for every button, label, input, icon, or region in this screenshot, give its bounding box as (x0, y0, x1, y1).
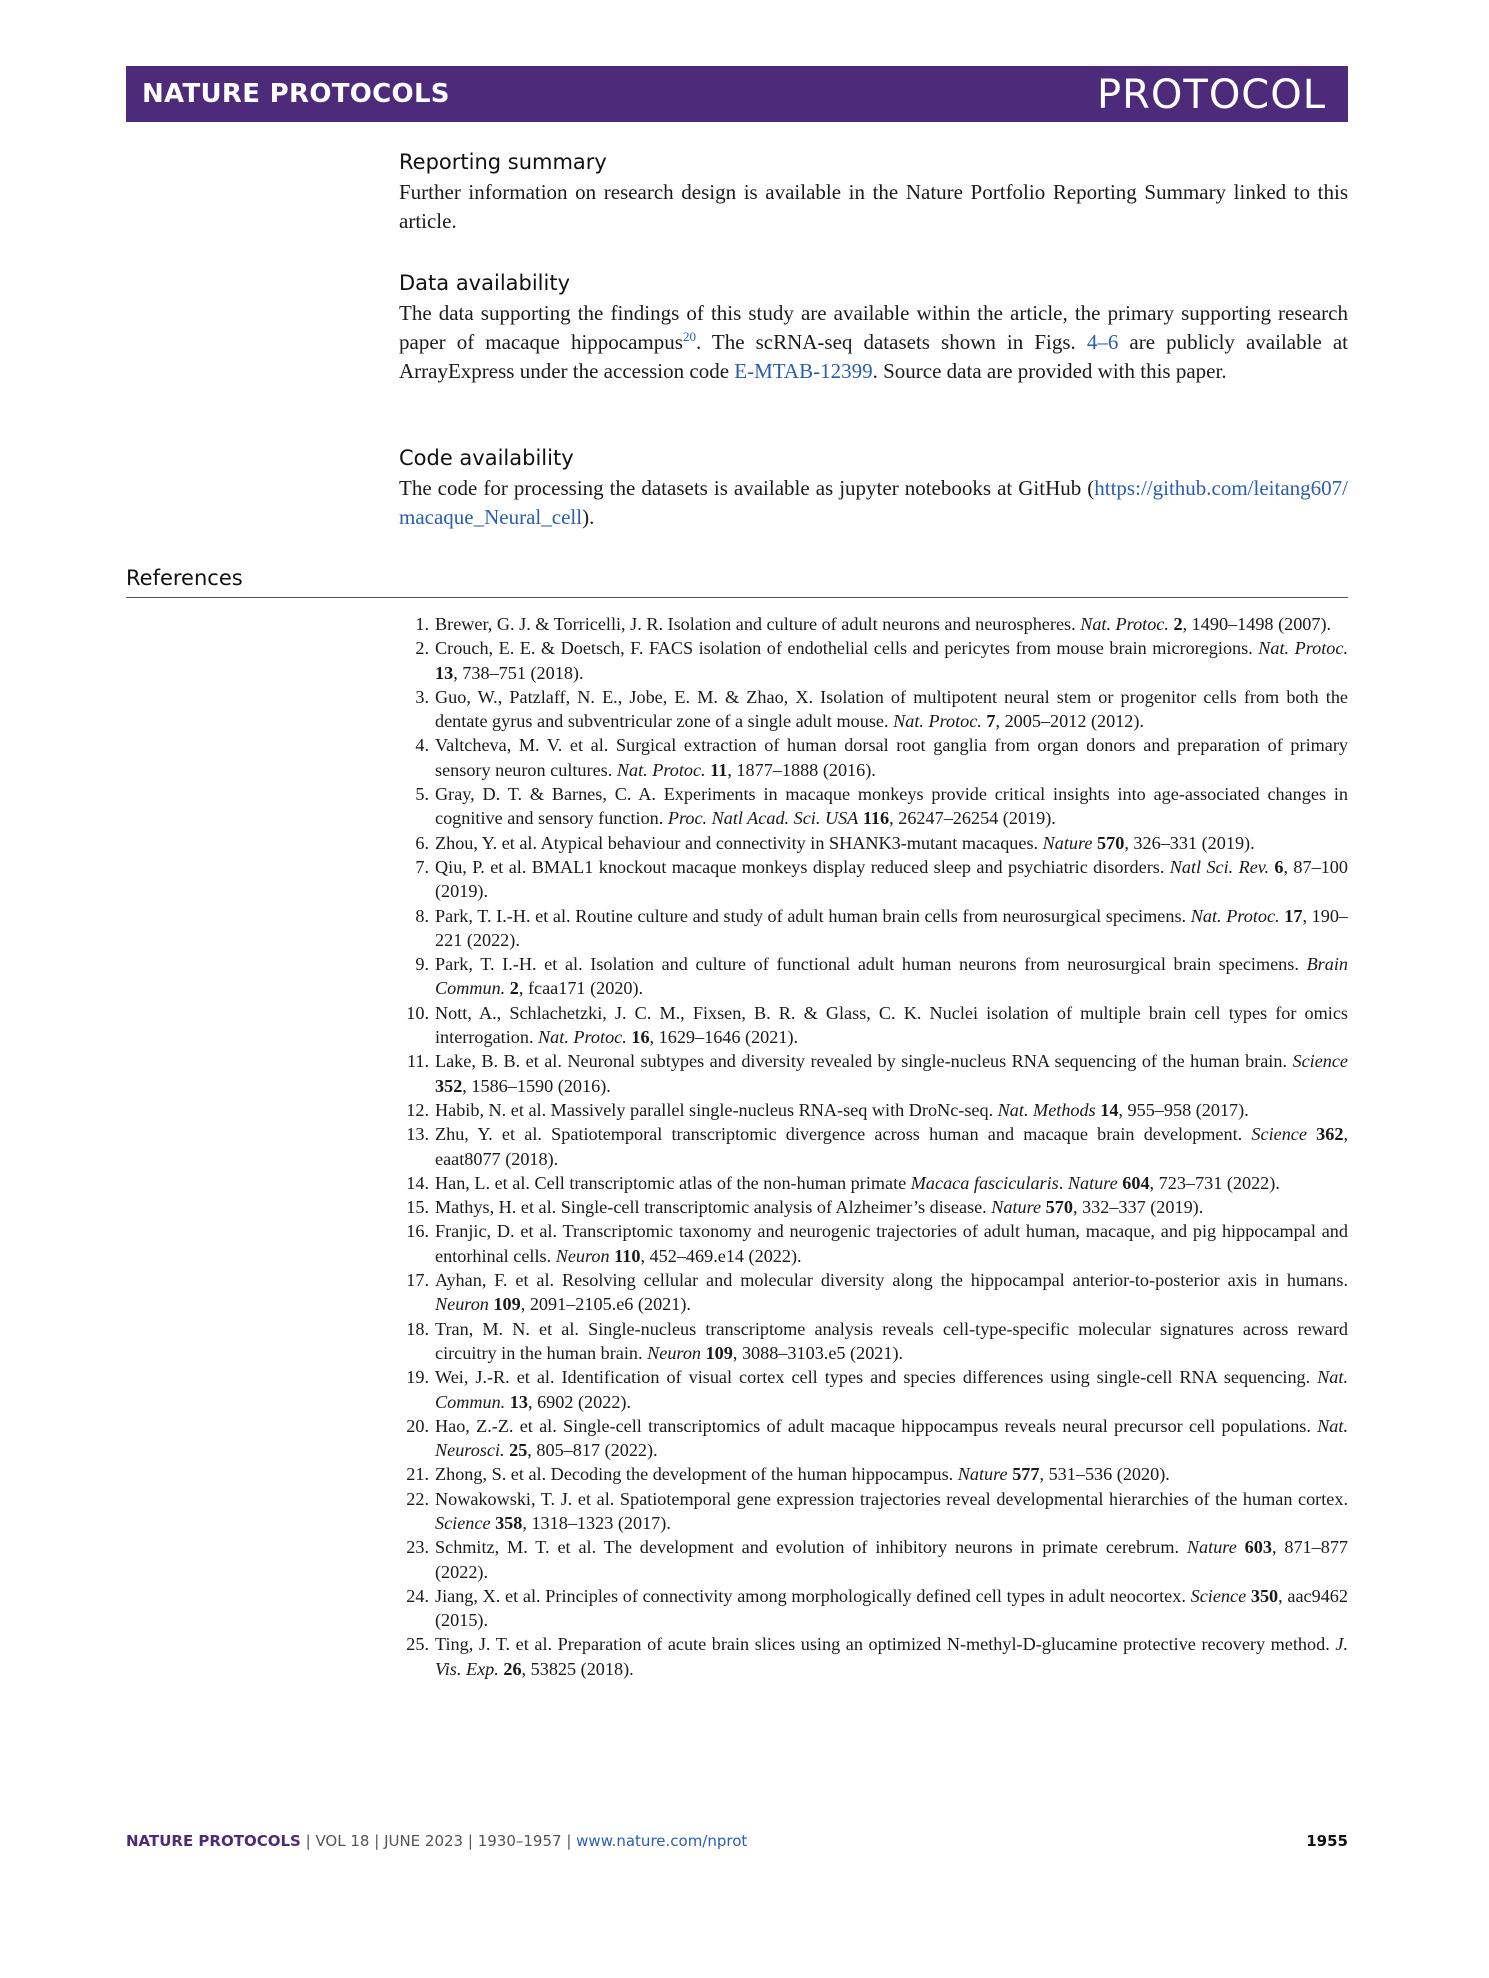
pages-year: , 452–469.e14 (2022). (640, 1245, 802, 1266)
reference-number: 18. (406, 1318, 429, 1339)
reference-item (399, 1535, 1348, 1584)
journal-name: Nat. Protoc. (893, 711, 982, 732)
pages-year: , 2091–2105.e6 (2021). (520, 1294, 691, 1315)
volume-number: 358 (495, 1512, 523, 1533)
pages-year: , 332–337 (2019). (1072, 1197, 1204, 1218)
pages-year: , 1318–1323 (2017). (522, 1512, 671, 1533)
journal-name: Nat. Protoc. (616, 759, 706, 780)
reference-text: Nowakowski, T. J. et al. Spatiotemporal gene expression trajectories reveal developmental hierarchies of the human cortex. (435, 1488, 1348, 1509)
code-availability-text: The code for processing the datasets is available as jupyter notebooks at GitHub (https://github.com/leitang607/macaque_Neural_cell). (399, 476, 1348, 529)
reference-item (399, 1219, 1348, 1268)
reference-number: 4. (415, 735, 429, 756)
pages-year: , fcaa171 (2020). (518, 978, 644, 999)
reference-item (399, 1487, 1348, 1536)
footer-pages: 1930–1957 (477, 1832, 562, 1850)
reference-item (399, 782, 1348, 831)
reference-number: 20. (406, 1415, 429, 1436)
volume-number: 2 (509, 978, 519, 999)
figure-link-start[interactable]: 4 (1086, 330, 1098, 354)
reference-text: Tran, M. N. et al. Single-nucleus transcriptome analysis reveals cell-type-specific molecular signatures across reward circuitry in the human brain. (435, 1318, 1348, 1363)
reference-text: Zhou, Y. et al. Atypical behaviour and connectivity in SHANK3-mutant macaques. (435, 832, 1043, 853)
pages-year: , 53825 (2018). (521, 1658, 634, 1679)
reference-item (399, 952, 1348, 1001)
journal-name: Nat. Protoc. (1258, 638, 1348, 659)
reference-item (399, 1001, 1348, 1050)
pages-year: , 26247–26254 (2019). (889, 808, 1056, 829)
reference-number: 14. (406, 1172, 429, 1193)
reference-item (399, 1632, 1348, 1681)
reference-number: 17. (406, 1270, 429, 1291)
pages-year: , 1586–1590 (2016). (462, 1075, 611, 1096)
pages-year: , 871–877 (2022). (435, 1537, 1349, 1582)
reference-number: 21. (406, 1464, 429, 1485)
reference-number: 23. (406, 1537, 429, 1558)
reference-text: Mathys, H. et al. Single-cell transcriptomic analysis of Alzheimer’s disease. (435, 1197, 992, 1218)
reference-text: Gray, D. T. & Barnes, C. A. Experiments in macaque monkeys provide critical insights into age-associated changes in cognitive and sensory function. (435, 784, 1348, 829)
reference-number: 19. (406, 1367, 429, 1388)
pages-year: , 1877–1888 (2016). (727, 759, 876, 780)
reference-list (399, 612, 1348, 1681)
reference-number: 1. (415, 614, 429, 634)
reference-item (399, 1049, 1348, 1098)
reporting-summary-text: Further information on research design is available in the Nature Portfolio Reporting Summary linked to this article. (399, 180, 1348, 233)
data-availability-section (399, 271, 1348, 386)
reference-text: Hao, Z.-Z. et al. Single-cell transcriptomics of adult macaque hippocampus reveals neural precursor cell populations. (435, 1415, 1318, 1436)
reference-number: 3. (415, 686, 429, 707)
pages-year: , eaat8077 (2018). (435, 1124, 1348, 1169)
reference-number: 16. (406, 1221, 429, 1242)
reference-number: 25. (406, 1634, 429, 1655)
reference-text: Jiang, X. et al. Principles of connectivity among morphologically defined cell types in adult neocortex. (435, 1585, 1191, 1606)
reference-number: 11. (406, 1051, 429, 1072)
pages-year: , 326–331 (2019). (1124, 832, 1255, 853)
journal-name: Brain Commun. (435, 954, 1348, 999)
reference-item (399, 685, 1348, 734)
journal-name: Neuron (435, 1294, 489, 1315)
github-link[interactable]: https://github.com/leitang607/macaque_Neural_cell (399, 476, 1348, 529)
volume-number: 110 (614, 1245, 641, 1266)
reference-text: Qiu, P. et al. BMAL1 knockout macaque monkeys display reduced sleep and psychiatric disorders. (435, 856, 1170, 877)
reference-item (399, 1122, 1348, 1171)
volume-number: 109 (493, 1294, 521, 1315)
reference-item: 14. Han, L. et al. Cell transcriptomic atlas of the non-human primate Macaca fascicularis. Nature 604, 723–731 (2022). (399, 1171, 1348, 1195)
volume-number: 350 (1250, 1585, 1279, 1606)
volume-number: 7 (986, 711, 996, 732)
reference-item (399, 1195, 1348, 1219)
volume-number: 116 (862, 808, 890, 829)
volume-number: 352 (435, 1075, 463, 1096)
volume-number: 13 (435, 662, 454, 683)
volume-number: 11 (710, 759, 728, 780)
species-name: Macaca fascicularis (910, 1172, 1059, 1193)
reference-text: Franjic, D. et al. Transcriptomic taxonomy and neurogenic trajectories of adult human, macaque, and pig hippocampal and entorhinal cells. (435, 1221, 1348, 1266)
volume-number: 6 (1274, 856, 1284, 877)
pages-year: , 1490–1498 (2007). (1182, 614, 1332, 634)
reference-text: Nott, A., Schlachetzki, J. C. M., Fixsen, B. R. & Glass, C. K. Nuclei isolation of multiple brain cell types for omics interrogation. (435, 1002, 1348, 1048)
pages-year: , 738–751 (2018). (453, 662, 584, 683)
journal-name: Nature (1186, 1537, 1237, 1558)
journal-name: Proc. Natl Acad. Sci. USA (667, 808, 859, 829)
accession-link[interactable]: E-MTAB-12399 (734, 359, 873, 383)
reference-item (399, 1462, 1348, 1486)
reference-text: Valtcheva, M. V. et al. Surgical extraction of human dorsal root ganglia from organ donors and preparation of primary sensory neuron cultures. (435, 735, 1348, 780)
pages-year: , 190–221 (2022). (435, 905, 1349, 950)
reference-number: 8. (415, 905, 429, 926)
references-heading: References (126, 566, 243, 590)
volume-number: 26 (503, 1658, 522, 1679)
reference-text: Brewer, G. J. & Torricelli, J. R. Isolation and culture of adult neurons and neurospheres. (435, 614, 1081, 634)
data-availability-heading: Data availability (399, 271, 571, 295)
pages-year: , 805–817 (2022). (527, 1440, 658, 1461)
journal-banner (126, 66, 1348, 122)
volume-number: 570 (1045, 1197, 1073, 1218)
reference-text: Schmitz, M. T. et al. The development and evolution of inhibitory neurons in primate cerebrum. (435, 1537, 1187, 1558)
reference-item (399, 1098, 1348, 1122)
reference-text: Lake, B. B. et al. Neuronal subtypes and diversity revealed by single-nucleus RNA sequencing of the human brain. (435, 1051, 1293, 1072)
journal-name: Science (1251, 1124, 1307, 1145)
reference-text: Crouch, E. E. & Doetsch, F. FACS isolation of endothelial cells and pericytes from mouse brain microregions. (435, 638, 1259, 659)
journal-name: Nature (1067, 1172, 1118, 1193)
journal-name: J. Vis. Exp. (435, 1634, 1348, 1679)
volume-number: 570 (1097, 832, 1125, 853)
journal-name: Nat. Protoc. (538, 1027, 627, 1048)
reference-number: 2. (415, 638, 429, 659)
journal-name: Nat. Methods (997, 1099, 1096, 1120)
journal-name: Neuron (555, 1245, 610, 1266)
reference-text: Ayhan, F. et al. Resolving cellular and molecular diversity along the hippocampal anterior-to-posterior axis in humans. (435, 1270, 1348, 1291)
reference-text: Guo, W., Patzlaff, N. E., Jobe, E. M. & Zhao, X. Isolation of multipotent neural stem or progenitor cells from both the dentate gyrus and subventricular zone of a single adult mouse. (435, 686, 1348, 732)
reference-item (399, 831, 1348, 855)
reference-number: 10. (406, 1002, 429, 1023)
reference-item (399, 612, 1348, 636)
reference-text: Ting, J. T. et al. Preparation of acute brain slices using an optimized N-methyl-D-glucamine protective recovery method. (435, 1634, 1336, 1655)
volume-number: 16 (631, 1027, 650, 1048)
volume-number: 17 (1284, 905, 1303, 926)
journal-name: Science (1190, 1585, 1247, 1606)
reference-text: Wei, J.-R. et al. Identification of visual cortex cell types and species differences using single-cell RNA sequencing. (435, 1367, 1318, 1388)
pages-year: , 955–958 (2017). (1118, 1099, 1249, 1120)
reference-text: Zhu, Y. et al. Spatiotemporal transcriptomic divergence across human and macaque brain development. (435, 1124, 1252, 1145)
reference-number: 24. (406, 1585, 429, 1606)
footer-journal: NATURE PROTOCOLS (126, 1832, 301, 1850)
reporting-summary-section (399, 150, 1348, 236)
journal-name: Nat. Neurosci. (435, 1415, 1348, 1461)
volume-number: 2 (1173, 614, 1183, 634)
volume-number: 109 (705, 1342, 733, 1363)
reference-item (399, 855, 1348, 904)
journal-name: NATURE PROTOCOLS (142, 79, 450, 109)
footer-volume: VOL 18 (315, 1832, 370, 1850)
reference-text: Park, T. I.-H. et al. Routine culture and study of adult human brain cells from neurosurgical specimens. (435, 905, 1191, 926)
page-footer: NATURE PROTOCOLS | VOL 18 | JUNE 2023 | 1930–1957 | www.nature.com/nprot 1955 (126, 1832, 1348, 1850)
reference-number: 6. (415, 832, 429, 853)
figure-link-end[interactable]: 6 (1107, 330, 1119, 354)
pages-year: , 531–536 (2020). (1039, 1464, 1170, 1485)
reference-item (399, 1268, 1348, 1317)
code-availability-heading: Code availability (399, 446, 574, 470)
page-number: 1955 (1306, 1832, 1348, 1850)
reference-number: 9. (415, 954, 429, 975)
pages-year: , 6902 (2022). (527, 1391, 632, 1412)
reference-number: 12. (406, 1099, 429, 1120)
reference-text: Zhong, S. et al. Decoding the development of the human hippocampus. (435, 1464, 958, 1485)
pages-year: , 3088–3103.e5 (2021). (732, 1342, 904, 1363)
reference-item (399, 1365, 1348, 1414)
volume-number: 604 (1122, 1172, 1150, 1193)
pages-year: , 723–731 (2022). (1149, 1172, 1280, 1193)
volume-number: 362 (1316, 1124, 1344, 1145)
journal-name: Nature (1042, 832, 1093, 853)
journal-name: Nat. Protoc. (1080, 614, 1169, 634)
reference-item (399, 1584, 1348, 1633)
citation-link[interactable]: 20 (682, 329, 696, 344)
journal-name: Nature (957, 1464, 1008, 1485)
reference-number: 5. (415, 784, 429, 805)
journal-name: Science (435, 1512, 491, 1533)
reference-text: Park, T. I.-H. et al. Isolation and culture of functional adult human neurons from neurosurgical brain specimens. (435, 954, 1307, 975)
journal-name: Nature (991, 1197, 1042, 1218)
reference-item (399, 733, 1348, 782)
footer-website-link[interactable]: www.nature.com/nprot (576, 1832, 748, 1850)
journal-name: Neuron (647, 1342, 702, 1363)
volume-number: 603 (1244, 1537, 1272, 1558)
volume-number: 25 (509, 1440, 528, 1461)
reporting-summary-heading: Reporting summary (399, 150, 607, 174)
volume-number: 14 (1100, 1099, 1119, 1120)
reference-text: Han, L. et al. Cell transcriptomic atlas of the non-human primate (435, 1172, 911, 1193)
reference-text: Habib, N. et al. Massively parallel single-nucleus RNA-seq with DroNc-seq. (435, 1099, 998, 1120)
pages-year: , 87–100 (2019). (435, 856, 1348, 902)
reference-number: 13. (406, 1124, 429, 1145)
reference-item (399, 1317, 1348, 1366)
reference-item (399, 1414, 1348, 1463)
reference-number: 7. (415, 856, 429, 877)
data-availability-text: The data supporting the findings of this study are available within the article, the primary supporting research paper of macaque hippocampus$^{20}$. The scRNA-seq datasets shown in Figs. 4–6 are publicly available at ArrayExpress under the accession code E-MTAB-12399. Source data are provided with this paper. (399, 301, 1348, 383)
volume-number: 577 (1012, 1464, 1040, 1485)
pages-year: , 1629–1646 (2021). (649, 1027, 799, 1048)
footer-date: JUNE 2023 (384, 1832, 464, 1850)
code-availability-section (399, 446, 1348, 532)
reference-item (399, 636, 1348, 685)
journal-name: Science (1292, 1051, 1348, 1072)
volume-number: 13 (509, 1391, 528, 1412)
article-type: PROTOCOL (1096, 72, 1326, 118)
pages-year: , aac9462 (2015). (435, 1585, 1348, 1631)
references-divider (126, 597, 1348, 598)
journal-name: Nat. Protoc. (1190, 905, 1280, 926)
journal-name: Natl Sci. Rev. (1169, 856, 1270, 877)
journal-name: Nat. Commun. (435, 1367, 1348, 1412)
reference-number: 22. (406, 1488, 429, 1509)
reference-number: 15. (406, 1197, 429, 1218)
reference-item (399, 904, 1348, 953)
pages-year: , 2005–2012 (2012). (995, 711, 1145, 732)
